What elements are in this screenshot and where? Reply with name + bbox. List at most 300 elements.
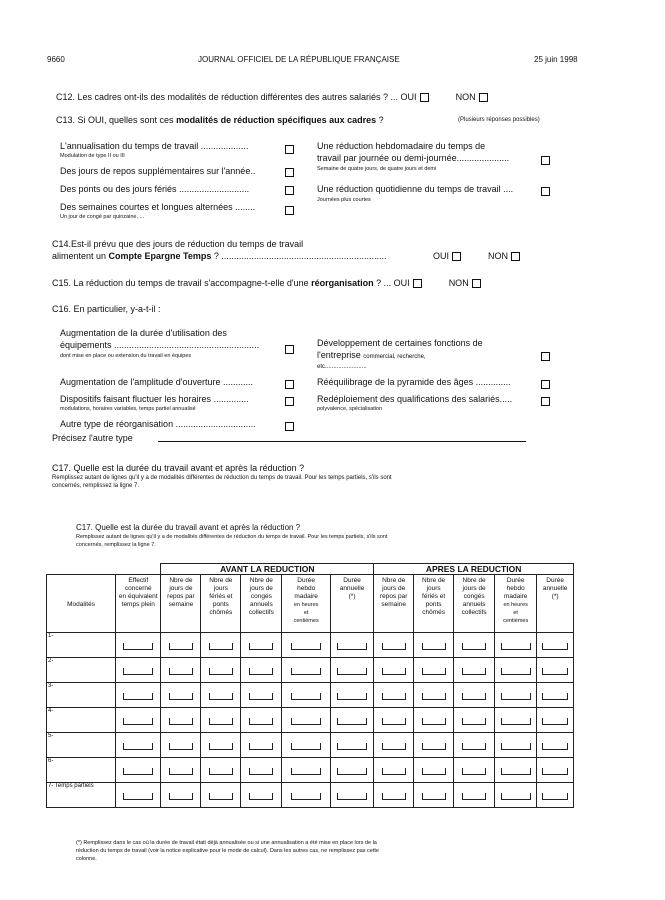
c17b-note2: concernés, remplissez la ligne 7. [76, 542, 156, 548]
page-number: 9660 [47, 55, 65, 64]
table-cell-input[interactable] [330, 783, 373, 808]
c17b-note1: Remplissez autant de lignes qu'il y a de modalités différentes de réduction du temps de travail. Pour les temps partiels, s'ils sont [76, 534, 388, 540]
c15-text-end: ? ... [373, 278, 392, 288]
digit-boxes [249, 743, 273, 750]
col-header-line: Nbre de [462, 577, 486, 584]
digit-boxes [123, 743, 153, 750]
c16-option-pyramide: Rééquilibrage de la pyramide des âges .............. [317, 377, 511, 387]
digit-boxes [249, 793, 273, 800]
c14-non-label: NON [488, 251, 509, 261]
digit-boxes [462, 718, 486, 725]
c16-fonctions-text: l'entreprise [317, 350, 364, 360]
c13-text-end: ? [376, 115, 384, 125]
table-cell-input[interactable] [537, 683, 574, 708]
avant-col-header [282, 575, 331, 633]
c16-amplitude-checkbox[interactable] [285, 380, 294, 389]
c14-text-start: alimentent un [52, 251, 109, 261]
col-header-line: collectifs [461, 609, 487, 616]
table-cell-input[interactable] [282, 733, 331, 758]
table-cell-input[interactable] [241, 708, 282, 733]
digit-boxes [422, 718, 446, 725]
col-header-line: Nbre de [169, 577, 193, 584]
table-cell-input[interactable] [116, 708, 161, 733]
digit-boxes [422, 793, 446, 800]
digit-boxes [542, 768, 568, 775]
table-cell-input[interactable] [116, 758, 161, 783]
col-header-line: ponts [212, 601, 229, 608]
digit-boxes [462, 793, 486, 800]
col-header-line: fériés et [422, 593, 446, 600]
apres-col-header [414, 575, 454, 633]
c16-title: C16. En particulier, y-a-t-il : [52, 304, 161, 314]
c13-option-semaines: Des semaines courtes et longues alternées ........ [60, 202, 256, 212]
digit-boxes [382, 743, 406, 750]
digit-boxes [169, 768, 193, 775]
table-cell-input[interactable] [537, 708, 574, 733]
digit-boxes [501, 768, 531, 775]
digit-boxes [542, 718, 568, 725]
avant-col-header [161, 575, 201, 633]
table-cell-input[interactable] [414, 683, 454, 708]
c14-oui-checkbox[interactable] [452, 252, 461, 261]
digit-boxes [542, 668, 568, 675]
table-cell-input[interactable] [414, 633, 454, 658]
digit-boxes [382, 668, 406, 675]
table-cell-input[interactable] [241, 658, 282, 683]
digit-boxes [542, 693, 568, 700]
c16-option-fonctions: Développement de certaines fonctions de [317, 338, 483, 348]
row-label: 4- [47, 708, 116, 733]
col-header-line: hebdo [297, 585, 316, 592]
col-header-line: (*) [551, 593, 559, 600]
c15-text-bold: réorganisation [311, 278, 374, 288]
col-header-line: chômés [209, 609, 233, 616]
table-cell-input[interactable] [116, 783, 161, 808]
table-cell-input[interactable] [454, 783, 495, 808]
c16-dispositifs-checkbox[interactable] [285, 397, 294, 406]
table-row [47, 783, 574, 808]
c14-answers [433, 251, 520, 261]
col-header-line: madaire [503, 593, 528, 600]
digit-boxes [209, 693, 233, 700]
table-cell-input[interactable] [161, 708, 201, 733]
table-cell-input[interactable] [201, 758, 241, 783]
digit-boxes [249, 693, 273, 700]
digit-boxes [291, 643, 321, 650]
col-header-line: Nbre de [422, 577, 446, 584]
table-cell-input[interactable] [374, 683, 414, 708]
header-date: 25 juin 1998 [534, 55, 578, 64]
c16-other-label: Précisez l'autre type [52, 433, 133, 443]
c14-line1: C14.Est-il prévu que des jours de réduction du temps de travail [52, 239, 304, 249]
duration-table [46, 563, 574, 808]
c13-ponts-checkbox[interactable] [285, 186, 294, 195]
digit-boxes [501, 693, 531, 700]
col-header-line: jours [213, 585, 228, 592]
table-cell-input[interactable] [330, 733, 373, 758]
digit-boxes [501, 718, 531, 725]
col-header-line: Nbre de [249, 577, 273, 584]
table-cell-input[interactable] [495, 758, 537, 783]
digit-boxes [382, 768, 406, 775]
c17b-title: C17. Quelle est la durée du travail avant et après la réduction ? [76, 523, 301, 532]
table-cell-input[interactable] [282, 708, 331, 733]
avant-col-header [241, 575, 282, 633]
digit-boxes [337, 793, 367, 800]
c16-other-input[interactable] [158, 441, 526, 442]
apres-col-header [495, 575, 537, 633]
col-header-line: centièmes [293, 618, 319, 624]
digit-boxes [169, 718, 193, 725]
table-row [47, 758, 574, 783]
c13-option-semaines-sub: Un jour de congé par quinzaine, ... [60, 214, 145, 220]
c15-text-start: C15. La réduction du temps de travail s'accompagne-t-elle d'une [52, 278, 312, 288]
table-cell-input[interactable] [495, 658, 537, 683]
c17a-note2: concernés, remplissez la ligne 7. [52, 483, 140, 489]
digit-boxes [169, 668, 193, 675]
digit-boxes [291, 668, 321, 675]
digit-boxes [462, 768, 486, 775]
apres-col-header [374, 575, 414, 633]
digit-boxes [501, 793, 531, 800]
digit-boxes [249, 718, 273, 725]
digit-boxes [169, 643, 193, 650]
table-cell-input[interactable] [282, 658, 331, 683]
footnote-line1: (*) Remplissez dans le cas où la durée de travail était déjà annualisée ou si une annualisation a été mise en place lors de la [76, 840, 377, 846]
table-cell-input[interactable] [374, 658, 414, 683]
digit-boxes [337, 643, 367, 650]
digit-boxes [123, 718, 153, 725]
c16-autre-checkbox[interactable] [285, 422, 294, 431]
c14-text-bold: Compte Epargne Temps [108, 251, 212, 261]
digit-boxes [382, 693, 406, 700]
col-header-line: semaine [381, 601, 406, 608]
table-cell-input[interactable] [282, 783, 331, 808]
table-cell-input[interactable] [201, 708, 241, 733]
table-cell-input[interactable] [374, 633, 414, 658]
table-cell-input[interactable] [414, 733, 454, 758]
c13-option-annualisation-sub: Modulation de type II ou III [60, 153, 125, 159]
digit-boxes [422, 693, 446, 700]
table-cell-input[interactable] [454, 708, 495, 733]
table-cell-input[interactable] [495, 708, 537, 733]
col-header-line: Durée [546, 577, 564, 584]
table-row [47, 683, 574, 708]
digit-boxes [209, 793, 233, 800]
col-header-line: Durée [343, 577, 361, 584]
c14-text-end: ? .................................................................. [211, 251, 387, 261]
table-cell-input[interactable] [454, 733, 495, 758]
table-cell-input[interactable] [116, 733, 161, 758]
col-header-line: repos par [167, 593, 195, 600]
col-header-line: congés [250, 593, 272, 600]
row-label: 3- [47, 683, 116, 708]
row-label: 6- [47, 758, 116, 783]
col-header-line: en heures [503, 602, 528, 608]
col-header-line: semaine [168, 601, 194, 608]
c17a-title: C17. Quelle est la durée du travail avant et après la réduction ? [52, 463, 305, 473]
table-cell-input[interactable] [201, 733, 241, 758]
c13-option-jours-repos: Des jours de repos supplémentaires sur l'année.. [60, 166, 256, 176]
c13-jours-repos-checkbox[interactable] [285, 168, 294, 177]
col-header-line: hebdo [506, 585, 525, 592]
table-cell-input[interactable] [282, 758, 331, 783]
col-header-line: chômés [422, 609, 445, 616]
digit-boxes [501, 643, 531, 650]
c13-option-hebdo: Une réduction hebdomadaire du temps de [317, 141, 486, 151]
digit-boxes [123, 668, 153, 675]
table-row [47, 633, 574, 658]
digit-boxes [209, 668, 233, 675]
col-header-line: Durée [506, 577, 525, 584]
table-cell-input[interactable] [374, 783, 414, 808]
c13-option-quotidienne-sub: Journées plus courtes [317, 197, 371, 203]
col-header-line: (*) [348, 593, 356, 600]
digit-boxes [291, 693, 321, 700]
col-header-line: annuels [462, 601, 486, 608]
c15-question [52, 278, 481, 288]
digit-boxes [123, 693, 153, 700]
effectif-line: concerné [124, 585, 152, 592]
c13-text-start: C13. Si OUI, quelles sont ces [56, 115, 177, 125]
table-cell-input[interactable] [201, 658, 241, 683]
table-row [47, 708, 574, 733]
c16-fonctions-checkbox[interactable] [541, 352, 550, 361]
table-cell-input[interactable] [495, 783, 537, 808]
c13-note: (Plusieurs réponses possibles) [458, 117, 540, 123]
table-cell-input[interactable] [161, 758, 201, 783]
effectif-line: en équivalent [118, 593, 158, 600]
c16-option-equipements-line2: équipements .......................................................... [60, 340, 260, 350]
c16-equipements-checkbox[interactable] [285, 345, 294, 354]
digit-boxes [422, 768, 446, 775]
digit-boxes [422, 668, 446, 675]
digit-boxes [249, 768, 273, 775]
c13-hebdo-checkbox[interactable] [541, 156, 550, 165]
c13-option-quotidienne: Une réduction quotidienne du temps de travail .... [317, 184, 514, 194]
col-header-line: jours [426, 585, 441, 592]
table-cell-input[interactable] [241, 783, 282, 808]
table-cell-input[interactable] [201, 633, 241, 658]
table-row [47, 733, 574, 758]
c12-oui-label: OUI [400, 92, 417, 102]
row-label: 1- [47, 633, 116, 658]
table-cell-input[interactable] [454, 758, 495, 783]
col-header-line: annuels [249, 601, 273, 608]
effectif-line: temps plein [121, 601, 155, 608]
table-cell-input[interactable] [161, 733, 201, 758]
table-cell-input[interactable] [330, 708, 373, 733]
c16-option-autre: Autre type de réorganisation ................................ [60, 419, 256, 429]
modalites-header: Modalités [47, 575, 116, 633]
c14-oui-label: OUI [433, 251, 450, 261]
c14-non-checkbox[interactable] [511, 252, 520, 261]
table-cell-input[interactable] [241, 633, 282, 658]
digit-boxes [382, 718, 406, 725]
digit-boxes [422, 643, 446, 650]
digit-boxes [169, 693, 193, 700]
digit-boxes [209, 643, 233, 650]
table-cell-input[interactable] [330, 758, 373, 783]
avant-header: AVANT LA REDUCTION [161, 564, 374, 575]
digit-boxes [249, 643, 273, 650]
table-cell-input[interactable] [241, 733, 282, 758]
table-cell-input[interactable] [201, 683, 241, 708]
table-cell-input[interactable] [161, 683, 201, 708]
table-cell-input[interactable] [374, 758, 414, 783]
table-cell-input[interactable] [116, 633, 161, 658]
col-header-line: fériés et [209, 593, 233, 600]
table-cell-input[interactable] [454, 683, 495, 708]
effectif-line: Effectif [128, 577, 149, 584]
digit-boxes [337, 743, 367, 750]
digit-boxes [462, 643, 486, 650]
c12-non-checkbox[interactable] [479, 93, 488, 102]
table-cell-input[interactable] [495, 733, 537, 758]
table-cell-input[interactable] [537, 758, 574, 783]
c16-option-fonctions-line3: etc......................... [317, 364, 367, 370]
col-header-line: centièmes [503, 618, 529, 624]
c12-question [56, 92, 488, 102]
table-cell-input[interactable] [414, 758, 454, 783]
col-header-line: annuelle [339, 585, 365, 592]
table-cell-input[interactable] [116, 683, 161, 708]
table-cell-input[interactable] [201, 783, 241, 808]
c13-semaines-checkbox[interactable] [285, 206, 294, 215]
digit-boxes [249, 668, 273, 675]
col-header-line: jours de [462, 585, 486, 592]
avant-col-header [201, 575, 241, 633]
digit-boxes [169, 793, 193, 800]
col-header-line: jours de [169, 585, 193, 592]
digit-boxes [337, 768, 367, 775]
c17a-note1: Remplissez autant de lignes qu'il y a de modalités différentes de réduction du temps de travail. Pour les temps partiels, s'ils sont [52, 475, 392, 481]
c15-oui-checkbox[interactable] [413, 279, 422, 288]
digit-boxes [542, 793, 568, 800]
table-cell-input[interactable] [537, 733, 574, 758]
col-header-line: et [303, 610, 309, 616]
c12-non-label: NON [455, 92, 476, 102]
c16-redeploiement-checkbox[interactable] [541, 397, 550, 406]
digit-boxes [337, 718, 367, 725]
col-header-line: jours de [382, 585, 406, 592]
col-header-line: madaire [294, 593, 318, 600]
digit-boxes [291, 768, 321, 775]
table-row [47, 658, 574, 683]
table-cell-input[interactable] [414, 658, 454, 683]
digit-boxes [291, 743, 321, 750]
c13-option-hebdo-sub: Semaine de quatre jours, de quatre jours et demi [317, 166, 437, 172]
table-cell-input[interactable] [414, 708, 454, 733]
c13-annualisation-checkbox[interactable] [285, 145, 294, 154]
col-header-line: jours de [249, 585, 273, 592]
table-cell-input[interactable] [330, 658, 373, 683]
c13-text-bold: modalités de réduction spécifiques aux cadres [176, 115, 377, 125]
table-cell-input[interactable] [161, 783, 201, 808]
table-cell-input[interactable] [161, 633, 201, 658]
c15-oui-label: OUI [393, 278, 410, 288]
table-cell-input[interactable] [495, 633, 537, 658]
table-cell-input[interactable] [241, 683, 282, 708]
table-cell-input[interactable] [454, 633, 495, 658]
effectif-header [116, 575, 161, 633]
digit-boxes [123, 643, 153, 650]
digit-boxes [291, 793, 321, 800]
digit-boxes [462, 743, 486, 750]
c12-oui-checkbox[interactable] [420, 93, 429, 102]
journal-title: JOURNAL OFFICIEL DE LA RÉPUBLIQUE FRANÇAISE [198, 55, 400, 64]
col-header-line: repos par [379, 593, 408, 600]
row-label: 7- Temps partiels [47, 783, 116, 808]
table-cell-input[interactable] [537, 658, 574, 683]
digit-boxes [382, 643, 406, 650]
digit-boxes [462, 668, 486, 675]
table-cell-input[interactable] [537, 783, 574, 808]
apres-header: APRES LA REDUCTION [374, 564, 574, 575]
digit-boxes [169, 743, 193, 750]
c13-option-annualisation: L'annualisation du temps de travail ................... [60, 141, 249, 151]
col-header-line: Nbre de [382, 577, 406, 584]
col-header-line: annuelle [542, 585, 568, 592]
table-cell-input[interactable] [241, 758, 282, 783]
table-cell-input[interactable] [374, 708, 414, 733]
c13-quotidienne-checkbox[interactable] [541, 187, 550, 196]
c16-option-equipements-sub: dont mise en place ou extension du travail en équipes [60, 353, 192, 359]
c16-option-equipements: Augmentation de la durée d'utilisation des [60, 328, 227, 338]
table-cell-input[interactable] [495, 683, 537, 708]
digit-boxes [123, 793, 153, 800]
table-cell-input[interactable] [414, 783, 454, 808]
digit-boxes [422, 743, 446, 750]
avant-col-header [330, 575, 373, 633]
col-header-line: Nbre de [209, 577, 233, 584]
table-cell-input[interactable] [374, 733, 414, 758]
digit-boxes [462, 693, 486, 700]
c13-option-hebdo-line2: travail par journée ou demi-journée..................... [317, 153, 510, 163]
c12-text: C12. Les cadres ont-ils des modalités de réduction différentes des autres salariés ? ... [56, 92, 399, 102]
table-cell-input[interactable] [330, 633, 373, 658]
c15-non-checkbox[interactable] [472, 279, 481, 288]
table-cell-input[interactable] [116, 658, 161, 683]
table-cell-input[interactable] [282, 683, 331, 708]
c16-option-redeploiement-sub: polyvalence, spécialisation [317, 406, 383, 412]
col-header-line: et [513, 610, 518, 616]
c16-fonctions-small: commercial, recherche, [363, 354, 426, 360]
table-cell-input[interactable] [454, 658, 495, 683]
apres-col-header [454, 575, 495, 633]
c15-non-label: NON [448, 278, 469, 288]
digit-boxes [542, 743, 568, 750]
digit-boxes [337, 693, 367, 700]
c16-option-redeploiement: Redéploiement des qualifications des salariés..... [317, 394, 513, 404]
table-cell-input[interactable] [282, 633, 331, 658]
footnote-line2: réduction du temps de travail (voir la notice explicative pour le mode de calcul). Dans les autres cas, ne remplissez pas cette [76, 848, 379, 854]
digit-boxes [337, 668, 367, 675]
col-header-line: collectifs [248, 609, 274, 616]
table-cell-input[interactable] [330, 683, 373, 708]
table-cell-input[interactable] [161, 658, 201, 683]
col-header-line: Durée [297, 577, 316, 584]
c16-option-fonctions-line2 [317, 350, 426, 360]
row-label: 2- [47, 658, 116, 683]
c13-option-ponts: Des ponts ou des jours fériés ............................ [60, 184, 250, 194]
c16-pyramide-checkbox[interactable] [541, 380, 550, 389]
digit-boxes [209, 768, 233, 775]
c14-line2 [52, 251, 386, 261]
row-label: 5- [47, 733, 116, 758]
table-cell-input[interactable] [537, 633, 574, 658]
digit-boxes [209, 718, 233, 725]
